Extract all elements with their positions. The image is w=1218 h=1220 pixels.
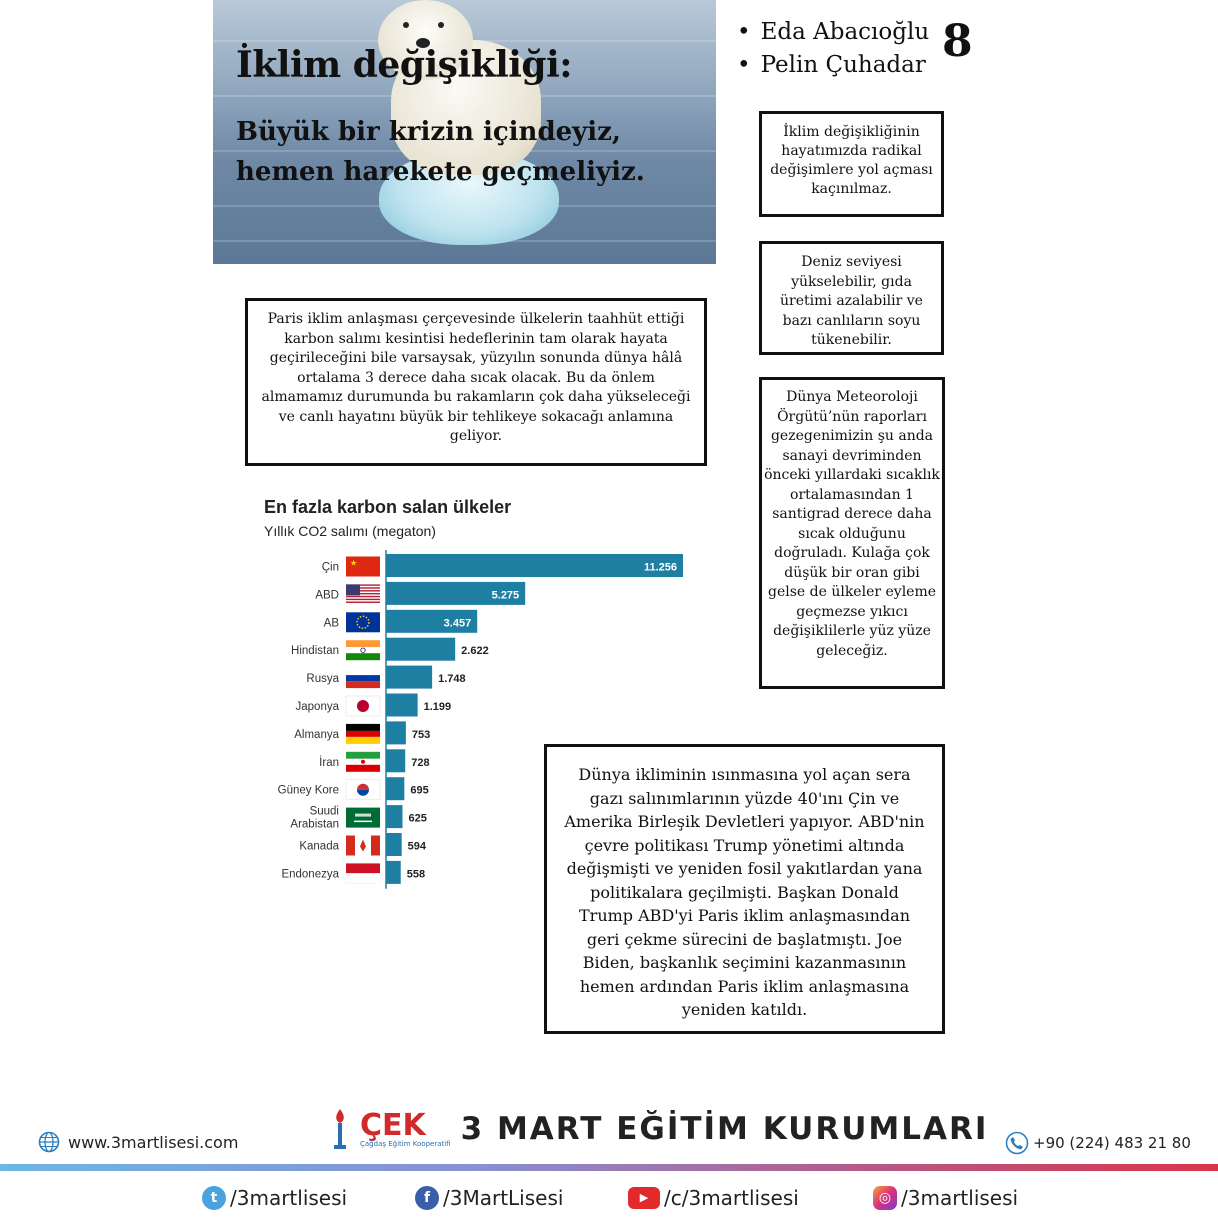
data-label: 594 — [407, 840, 427, 853]
category-label: Suudi — [309, 805, 339, 818]
page-subtitle — [236, 112, 645, 192]
data-label: 753 — [411, 728, 431, 741]
bar — [386, 833, 402, 856]
category-label: Hindistan — [291, 645, 339, 658]
callout-box-us-china-emissions: Dünya ikliminin ısınmasına yol açan sera gazı salınımlarının yüzde 40'ını Çin ve Amerika Birleşik Devletleri yapıyor. ABD'nin çevre politikası Trump yönetimi altında değişmişti ve yeniden fosil yakıtlardan yana politikalara geçilmişti. Başkan Donald Trump ABD'yi Paris iklim anlaşmasından geri çekme sürecini de başlatmıştı. Joe Biden, başkanlık seçimini kazanmasının hemen ardından Paris iklim anlaşmasına yeniden katıldı. — [544, 744, 945, 1034]
bar — [386, 638, 455, 661]
flag-saudi-arabia-icon — [346, 808, 380, 828]
callout-box-wmo-report: Dünya Meteoroloji Örgütü’nün raporları gezegenimizin şu anda sanayi devriminden önceki yıllardaki sıcaklık ortalamasından 1 santigrad derece daha sıcak olduğunu doğruladı. Kulağa çok düşük bir oran gibi gelse de ülkeler eyleme geçmezse yıkıcı değişiklilerle yüz yüze geleceğiz. — [759, 377, 945, 689]
instagram-link[interactable] — [873, 1186, 1018, 1210]
flag-band — [346, 681, 380, 688]
flag-band — [346, 724, 380, 731]
data-label: 728 — [411, 756, 430, 769]
flag-band — [346, 836, 355, 856]
category-label: Arabistan — [290, 818, 339, 831]
data-label: 5.275 — [491, 589, 520, 602]
flag-band — [346, 675, 380, 681]
subtitle-line-2: hemen harekete geçmeliyiz. — [236, 157, 645, 187]
flag-eu-icon — [346, 612, 380, 632]
flag-usa-icon — [346, 584, 380, 603]
bar — [386, 861, 401, 884]
website-link[interactable] — [38, 1131, 238, 1153]
instagram-handle: /3martlisesi — [901, 1186, 1019, 1210]
page-title: İklim değişikliği: — [236, 44, 573, 86]
page-number: 8 — [942, 16, 973, 67]
flag-south-korea-icon — [346, 780, 380, 800]
category-label: Rusya — [306, 673, 339, 686]
flag-canada-icon — [346, 836, 380, 856]
flag-emblem — [361, 760, 365, 764]
flag-stripe — [346, 599, 380, 600]
flag-band — [346, 653, 380, 660]
author-list — [737, 16, 929, 82]
facebook-icon: f — [415, 1186, 439, 1210]
flag-germany-icon — [346, 724, 380, 744]
category-label: ABD — [315, 589, 339, 602]
flag-stripe — [346, 596, 380, 597]
callout-box-sea-level: Deniz seviyesi yükselebilir, gıda üretimi azalabilir ve bazı canlıların soyu tükenebilir. — [759, 241, 944, 355]
org-name: 3 MART EĞİTİM KURUMLARI — [460, 1111, 989, 1147]
chart-subtitle: Yıllık CO2 salımı (megaton) — [264, 523, 436, 539]
author-item: • Pelin Çuhadar — [737, 49, 929, 82]
flag-india-icon — [346, 640, 380, 660]
organization-logo — [330, 1107, 988, 1151]
flag-bg — [346, 808, 380, 828]
flag-band — [371, 836, 380, 856]
flag-sun — [357, 700, 369, 712]
flag-bg — [346, 612, 380, 632]
category-label: Almanya — [294, 728, 339, 741]
org-logo-subtext: Çağdaş Eğitim Kooperatifi — [360, 1139, 451, 1148]
youtube-icon: ▶ — [628, 1187, 660, 1209]
flag-iran-icon — [346, 752, 380, 772]
flag-script — [355, 814, 371, 817]
bar — [386, 749, 405, 772]
category-label: Çin — [321, 561, 339, 574]
instagram-icon: ◎ — [873, 1186, 897, 1210]
flag-canton — [346, 584, 360, 595]
torch-icon — [330, 1107, 350, 1151]
subtitle-line-1: Büyük bir krizin içindeyiz, — [236, 117, 621, 147]
category-label: Güney Kore — [277, 784, 339, 797]
flag-sword — [354, 821, 372, 823]
flag-japan-icon — [346, 696, 380, 716]
phone-text: +90 (224) 483 21 80 — [1033, 1134, 1191, 1152]
emissions-bar-chart — [255, 550, 695, 890]
data-label: 1.199 — [423, 701, 452, 713]
category-label: Kanada — [299, 840, 339, 853]
flag-indonesia-icon — [346, 863, 380, 883]
facebook-link[interactable] — [415, 1186, 563, 1210]
category-label: Endonezya — [281, 868, 339, 881]
bar — [386, 666, 432, 689]
callout-box-radical-change: İklim değişikliğinin hayatımızda radikal değişimlere yol açması kaçınılmaz. — [759, 111, 944, 217]
flag-band — [346, 668, 380, 675]
flag-band — [346, 640, 380, 647]
flag-russia-icon — [346, 668, 380, 688]
category-label: Japonya — [295, 701, 339, 713]
phone-icon — [1005, 1131, 1029, 1155]
website-text: www.3martlisesi.com — [68, 1132, 239, 1152]
data-label: 1.748 — [438, 673, 466, 686]
data-label: 558 — [406, 868, 426, 881]
bar — [386, 721, 406, 744]
bar — [386, 805, 402, 828]
twitter-link[interactable] — [202, 1186, 347, 1210]
flag-china-icon — [346, 557, 380, 577]
flag-stripe — [346, 602, 380, 603]
category-label: İran — [319, 756, 339, 769]
bar — [386, 694, 418, 717]
category-label: AB — [323, 617, 339, 630]
globe-icon — [38, 1131, 60, 1153]
youtube-link[interactable] — [628, 1186, 799, 1210]
phone-contact[interactable] — [1005, 1131, 1191, 1155]
chart-title: En fazla karbon salan ülkeler — [264, 497, 512, 517]
flag-band — [346, 873, 380, 883]
data-label: 3.457 — [443, 617, 472, 630]
facebook-handle: /3MartLisesi — [443, 1186, 564, 1210]
youtube-handle: /c/3martlisesi — [664, 1186, 799, 1210]
flag-band — [346, 752, 380, 759]
author-item: • Eda Abacıoğlu — [737, 16, 929, 49]
footer-divider — [0, 1164, 1218, 1171]
flag-band — [346, 863, 380, 873]
twitter-handle: /3martlisesi — [230, 1186, 348, 1210]
callout-box-paris-agreement: Paris iklim anlaşması çerçevesinde ülkelerin taahhüt ettiği karbon salımı kesintisi hedeflerinin tam olarak hayata geçirileceğini bile varsaysak, yüzyılın sonunda dünya hâlâ ortalama 3 derece daha sıcak olacak. Bu da önlem almamamız durumunda bu rakamların çok daha yükseleceği ve canlı hayatını büyük bir tehlikeye sokacağı anlamına geliyor. — [245, 298, 707, 466]
twitter-icon: t — [202, 1186, 226, 1210]
bar — [386, 554, 683, 577]
data-label: 625 — [408, 812, 427, 825]
flag-band — [346, 737, 380, 744]
data-label: 695 — [410, 784, 429, 797]
org-logo-text: ÇEK — [360, 1107, 426, 1143]
flag-star: ★ — [350, 558, 358, 568]
flag-band — [346, 765, 380, 772]
data-label: 11.256 — [643, 561, 677, 574]
data-label: 2.622 — [461, 645, 489, 658]
bar — [386, 777, 404, 800]
flag-band — [346, 731, 380, 737]
